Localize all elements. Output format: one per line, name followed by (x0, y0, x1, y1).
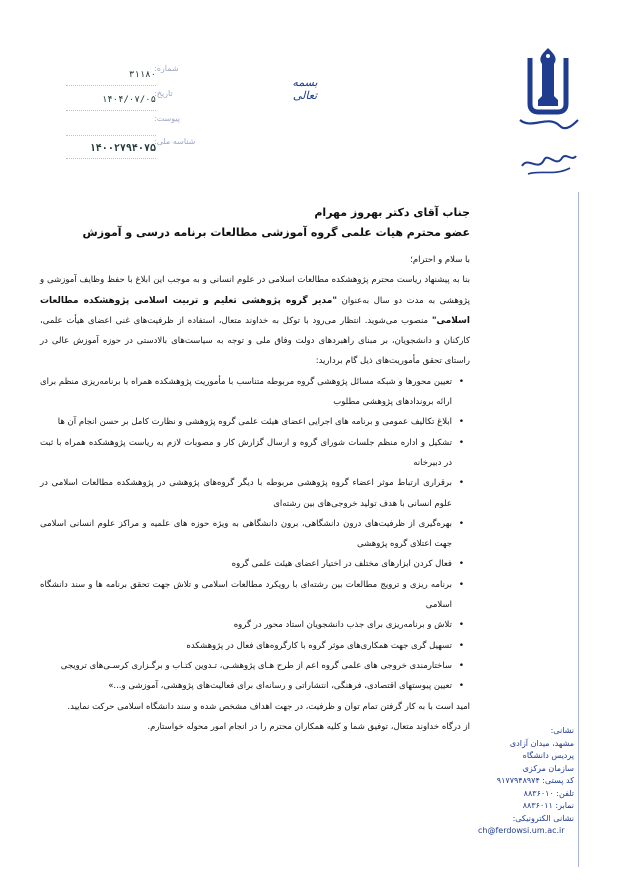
list-item: • ساختارمندی خروجی های علمی گروه اعم از طرح هـای پژوهشـی، تـدوین کتـاب و برگـزاری کرسـی‌های ترویجی (40, 656, 470, 676)
list-item: • فعال کردن ابزارهای مختلف در اختیار اعضای هیئت علمی گروه (40, 554, 470, 574)
address-line: پردیس دانشگاه (522, 751, 574, 760)
list-item: • تعیین پیوستهای اقتصادی، فرهنگی، انتشاراتی و رسانه‌ای برای فعالیت‌های پژوهشی، آموزشی و...» (40, 676, 470, 696)
basmala: بسمه تعالی (292, 76, 318, 102)
postal-code: کد پستی: ۹۱۷۷۹۴۸۹۷۴ (496, 776, 574, 785)
meta-label: شناسه ملی: (154, 137, 196, 146)
national-id (66, 137, 196, 157)
contact-block (478, 725, 574, 838)
meta-value: ۱۴۰۴/۰۷/۰۵ (101, 95, 156, 105)
list-item: • برقراری ارتباط موثر اعضاء گروه پژوهشی مربوطه با دیگر گروه‌های پژوهشی در پژوهشکده مطالعات اسلامی در علوم انسانی با هدف تولید خروجی‌های بین رشته‌ای (40, 473, 470, 514)
intro-paragraph: بنا به پیشنهاد ریاست محترم پژوهشکده مطالعات اسلامی در علوم انسانی و به موجب این ابلاغ با حفظ وظایف آموزشی و پژوهشی به مدت دو سال به‌عنوان "مدیر گروه پژوهشی تعلیم و تربیت اسلامی پژوهشکده مطالعات اسلامی" منصوب می‌شوید. انتظار می‌رود با توکل به خداوند متعال، استفاده از ظرفیت‌های غنی اعضای هیأت علمی، کارکنان و دانشجویان، بر مبنای راهبردهای دولت وفاق ملی و توجه به سیاست‌های بالادستی در حوزه آموزش عالی در راستای تحقق مأموریت‌های ذیل گام بردارید: (40, 275, 470, 367)
logo-emblem-icon (508, 44, 588, 184)
meta-label: پیوست: (154, 114, 181, 123)
appointment-title: "مدیر گروه پژوهشی تعلیم و تربیت اسلامی پژوهشکده مطالعات اسلامی" (40, 295, 470, 326)
university-logo (508, 44, 588, 184)
letter-body (40, 250, 470, 737)
email-label: نشانی الکترونیکی: (512, 813, 574, 823)
address-line: سازمان مرکزی (522, 763, 574, 773)
list-item: • ابلاغ تکالیف عمومی و برنامه های اجرایی اعضای هیئت علمی گروه پژوهشی و نظارت کامل بر حسن انجام آن ها (40, 412, 470, 432)
list-item: • تسهیل گری جهت همکاری‌های موثر گروه با کارگروه‌های فعال در پژوهشکده (40, 636, 470, 656)
sidebar-divider (578, 192, 579, 867)
address-line: مشهد، میدان آزادی (509, 738, 574, 748)
email-link[interactable]: ch@ferdowsi.um.ac.ir (478, 826, 565, 835)
meta-label: تاریخ: (154, 89, 173, 98)
mission-list (40, 372, 470, 697)
addressee-name: جناب آقای دکتر بهروز مهرام (314, 206, 470, 219)
letter-number (66, 64, 179, 84)
fax: نمابر: ۸۸۳۶۰۱۱ (522, 801, 574, 810)
meta-value: ۳۱۱۸۰ (128, 70, 156, 80)
addressee-title: عضو محترم هیات علمی گروه آموزشی مطالعات برنامه درسی و آموزش (82, 226, 470, 239)
list-item: • بهره‌گیری از ظرفیت‌های درون دانشگاهی، برون دانشگاهی به ویژه حوزه های علمیه و مراکز علوم انسانی اسلامی جهت اعتلای گروه پژوهشی (40, 514, 470, 555)
meta-label: شماره: (154, 64, 179, 73)
phone: تلفن: ۸۸۳۶۰۱۰ (523, 788, 574, 798)
letter-date (66, 89, 173, 109)
addressee (40, 203, 470, 243)
letter-attachment (66, 114, 181, 134)
meta-value: ۱۴۰۰۲۷۹۴۰۷۵ (89, 143, 156, 154)
closing-line: امید است با به کار گرفتن تمام توان و ظرفیت، در جهت اهداف مشخص شده و سند دانشگاه اسلامی حرکت نمایید. (67, 701, 470, 712)
greeting: با سلام و احترام؛ (410, 255, 470, 265)
list-item: • تعیین محورها و شبکه مسائل پژوهشی گروه مربوطه متناسب با مأموریت پژوهشکده همراه با برنامه‌ریزی منظم برای ارائه بروندادهای پژوهشی مطلوب (40, 372, 470, 413)
list-item: • تلاش و برنامه‌ریزی برای جذب دانشجویان استاد محور در گروه (40, 615, 470, 635)
list-item: • برنامه ریزی و ترویج مطالعات بین رشته‌ای با رویکرد مطالعات اسلامی و تلاش جهت تحقق برنامه ها و سند دانشگاه اسلامی (40, 575, 470, 616)
closing-line: از درگاه خداوند متعال، توفیق شما و کلیه همکاران محترم را در انجام امور محوله خواستارم. (147, 721, 470, 732)
list-item: • تشکیل و اداره منظم جلسات شورای گروه و ارسال گزارش کار و مصوبات لازم به ریاست پژوهشکده همراه با ثبت در دبیرخانه (40, 433, 470, 474)
address-label: نشانی: (550, 726, 574, 735)
